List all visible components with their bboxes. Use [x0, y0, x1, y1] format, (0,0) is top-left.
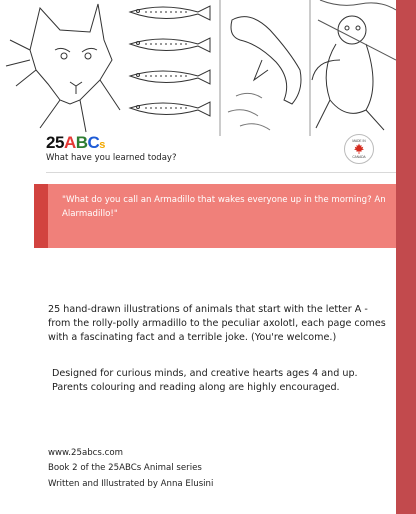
monkey-illustration — [312, 0, 396, 130]
logo-letter: 2 — [46, 133, 55, 152]
badge-top-text: MADE IN — [352, 139, 366, 143]
badge-bottom-text: CANADA — [352, 155, 366, 159]
logo-wordmark — [46, 134, 266, 154]
logo-letter: s — [99, 139, 105, 151]
brand-logo — [46, 134, 266, 163]
made-in-canada-badge — [344, 134, 374, 164]
tagline: What have you learned today? — [46, 153, 177, 163]
header-divider — [46, 172, 396, 173]
maple-leaf-icon — [353, 143, 365, 155]
audience-paragraph: Designed for curious minds, and creative hearts ages 4 and up. Parents colouring and reading along are highly encouraged. — [52, 368, 358, 393]
footer-info — [48, 446, 213, 492]
logo-letter: B — [75, 133, 88, 152]
fox-illustration — [6, 4, 120, 132]
website-link[interactable]: www.25abcs.com — [48, 448, 123, 458]
quote-box — [34, 184, 396, 248]
author-credit: Written and Illustrated by Anna Elusini — [48, 478, 214, 489]
quote-accent-edge — [34, 184, 48, 248]
dolphin-illustration — [220, 0, 310, 136]
joke-quote: "What do you call an Armadillo that wakes everyone up in the morning? An Alarmadillo!" — [62, 195, 386, 219]
logo-letter: 5 — [54, 133, 64, 152]
logo-letter: C — [87, 133, 100, 152]
animal-illustrations-strip — [0, 0, 396, 136]
description-paragraph: 25 hand-drawn illustrations of animals that start with the letter A - from the rolly-polly armadillo to the peculiar axolotl, each page comes with a fascinating fact and a terrible joke. (You're welcome.) — [48, 304, 386, 343]
fish-school-illustration — [130, 6, 210, 116]
series-info: Book 2 of the 25ABCs Animal series — [48, 463, 202, 474]
right-accent-bar — [396, 0, 416, 514]
logo-letter: A — [63, 133, 76, 152]
